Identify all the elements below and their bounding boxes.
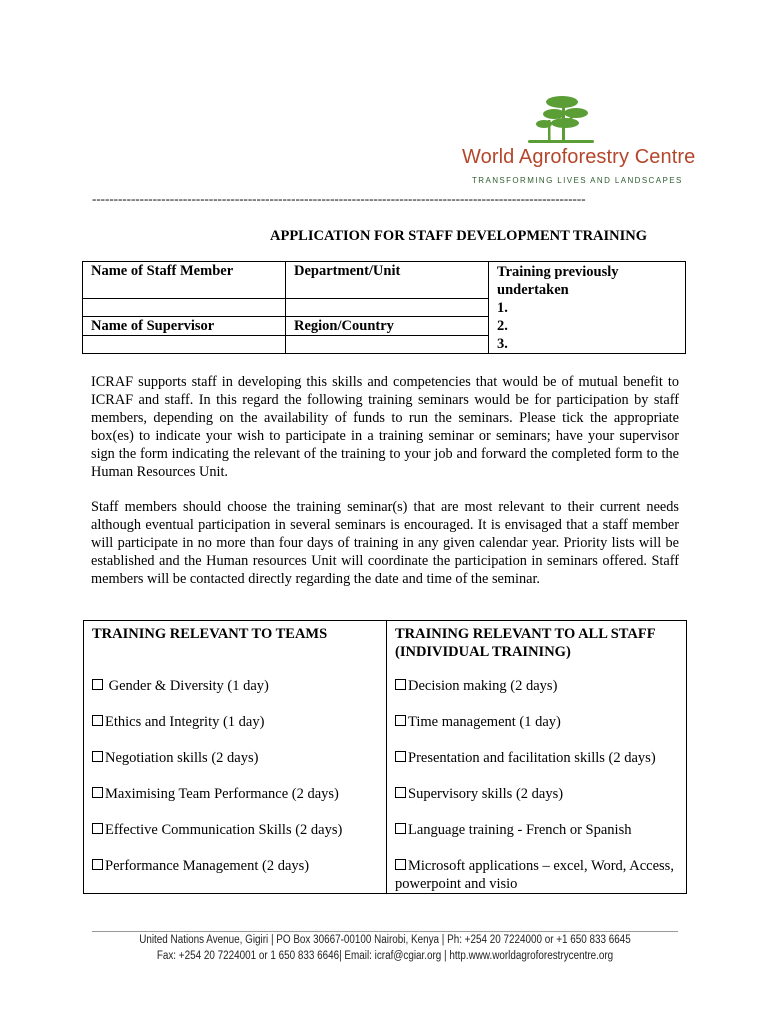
staff-member-field[interactable] [83, 299, 286, 317]
team-option[interactable] [84, 857, 387, 894]
organization-name: World Agroforestry Centre [462, 146, 696, 168]
footer-contact: Fax: +254 20 7224001 or 1 650 833 6646| Email: icraf@cgiar.org | http.www.worldagroforestrycentre.org [156, 950, 614, 962]
checkbox-icon[interactable] [395, 787, 406, 798]
team-option-label: Gender & Diversity (1 day) [105, 678, 269, 694]
training-number-3: 3. [497, 336, 508, 352]
individual-option-label: Presentation and facilitation skills (2 days) [408, 750, 656, 766]
organization-tagline: TRANSFORMING LIVES AND LANDSCAPES [472, 176, 683, 185]
training-seminars-table [83, 620, 687, 894]
team-option-label: Effective Communication Skills (2 days) [105, 822, 343, 838]
staff-member-label: Name of Staff Member [83, 262, 286, 299]
team-option[interactable] [84, 749, 387, 785]
checkbox-icon[interactable] [92, 823, 103, 834]
individual-option[interactable] [387, 677, 687, 713]
checkbox-icon[interactable] [92, 859, 103, 870]
department-label: Department/Unit [286, 262, 489, 299]
individual-option-label: Microsoft applications – excel, Word, Access, powerpoint and visio [395, 858, 674, 892]
team-option-label: Performance Management (2 days) [105, 858, 310, 874]
checkbox-icon[interactable] [92, 679, 103, 690]
team-option[interactable] [84, 677, 387, 713]
team-option[interactable] [84, 821, 387, 857]
all-staff-header: TRAINING RELEVANT TO ALL STAFF (INDIVIDUAL TRAINING) [395, 626, 656, 660]
supervisor-field[interactable] [83, 336, 286, 354]
supervisor-label: Name of Supervisor [83, 317, 286, 336]
checkbox-icon[interactable] [395, 823, 406, 834]
training-number-1: 1. [497, 300, 508, 316]
teams-header: TRAINING RELEVANT TO TEAMS [84, 621, 387, 678]
individual-option-label: Time management (1 day) [408, 714, 561, 730]
team-option[interactable] [84, 713, 387, 749]
individual-option-label: Decision making (2 days) [408, 678, 558, 694]
checkbox-icon[interactable] [92, 787, 103, 798]
region-field[interactable] [286, 336, 489, 354]
team-option-label: Ethics and Integrity (1 day) [105, 714, 265, 730]
team-option-label: Negotiation skills (2 days) [105, 750, 259, 766]
guidance-paragraph: Staff members should choose the training seminar(s) that are most relevant to their current needs although eventual participation in several seminars is encouraged. It is envisaged that a staff member will participate in no more than four days of training in any given calendar year. Priority lists will be established and the Human resources Unit will coordinate the participation in seminars offered. Staff members will be contacted directly regarding the date and time of the seminar. [91, 499, 679, 587]
individual-option[interactable] [387, 821, 687, 857]
department-field[interactable] [286, 299, 489, 317]
footer-address: United Nations Avenue, Gigiri | PO Box 30667-00100 Nairobi, Kenya | Ph: +254 20 7224000 or +1 650 833 6645 [139, 934, 631, 946]
team-option[interactable] [84, 785, 387, 821]
checkbox-icon[interactable] [92, 715, 103, 726]
checkbox-icon[interactable] [395, 859, 406, 870]
individual-option[interactable] [387, 857, 687, 894]
header-separator: ------------------------------------------------------------------------------------------------------------------ [92, 192, 586, 206]
individual-option[interactable] [387, 713, 687, 749]
training-previously-cell [489, 262, 686, 354]
individual-option-label: Language training - French or Spanish [408, 822, 632, 838]
checkbox-icon[interactable] [395, 679, 406, 690]
staff-info-table [82, 261, 686, 354]
individual-option[interactable] [387, 749, 687, 785]
training-previously-label: Training previously undertaken [497, 264, 619, 298]
footer-divider [92, 931, 678, 932]
region-label: Region/Country [286, 317, 489, 336]
checkbox-icon[interactable] [92, 751, 103, 762]
checkbox-icon[interactable] [395, 715, 406, 726]
checkbox-icon[interactable] [395, 751, 406, 762]
tree-logo-icon [462, 94, 674, 150]
form-title: APPLICATION FOR STAFF DEVELOPMENT TRAINING [270, 228, 648, 244]
team-option-label: Maximising Team Performance (2 days) [105, 786, 339, 802]
organization-logo [462, 94, 696, 192]
individual-option-label: Supervisory skills (2 days) [408, 786, 564, 802]
intro-paragraph: ICRAF supports staff in developing this skills and competencies that would be of mutual benefit to ICRAF and staff. In this regard the following training seminars would be for participation by staff members, depending on the availability of funds to run the seminars. Please tick the appropriate box(es) to indicate your wish to participate in a training seminar or seminars; have your supervisor sign the form indicating the relevant of the training to your job and forward the completed form to the Human Resources Unit. [91, 374, 679, 480]
individual-option[interactable] [387, 785, 687, 821]
training-number-2: 2. [497, 318, 508, 334]
